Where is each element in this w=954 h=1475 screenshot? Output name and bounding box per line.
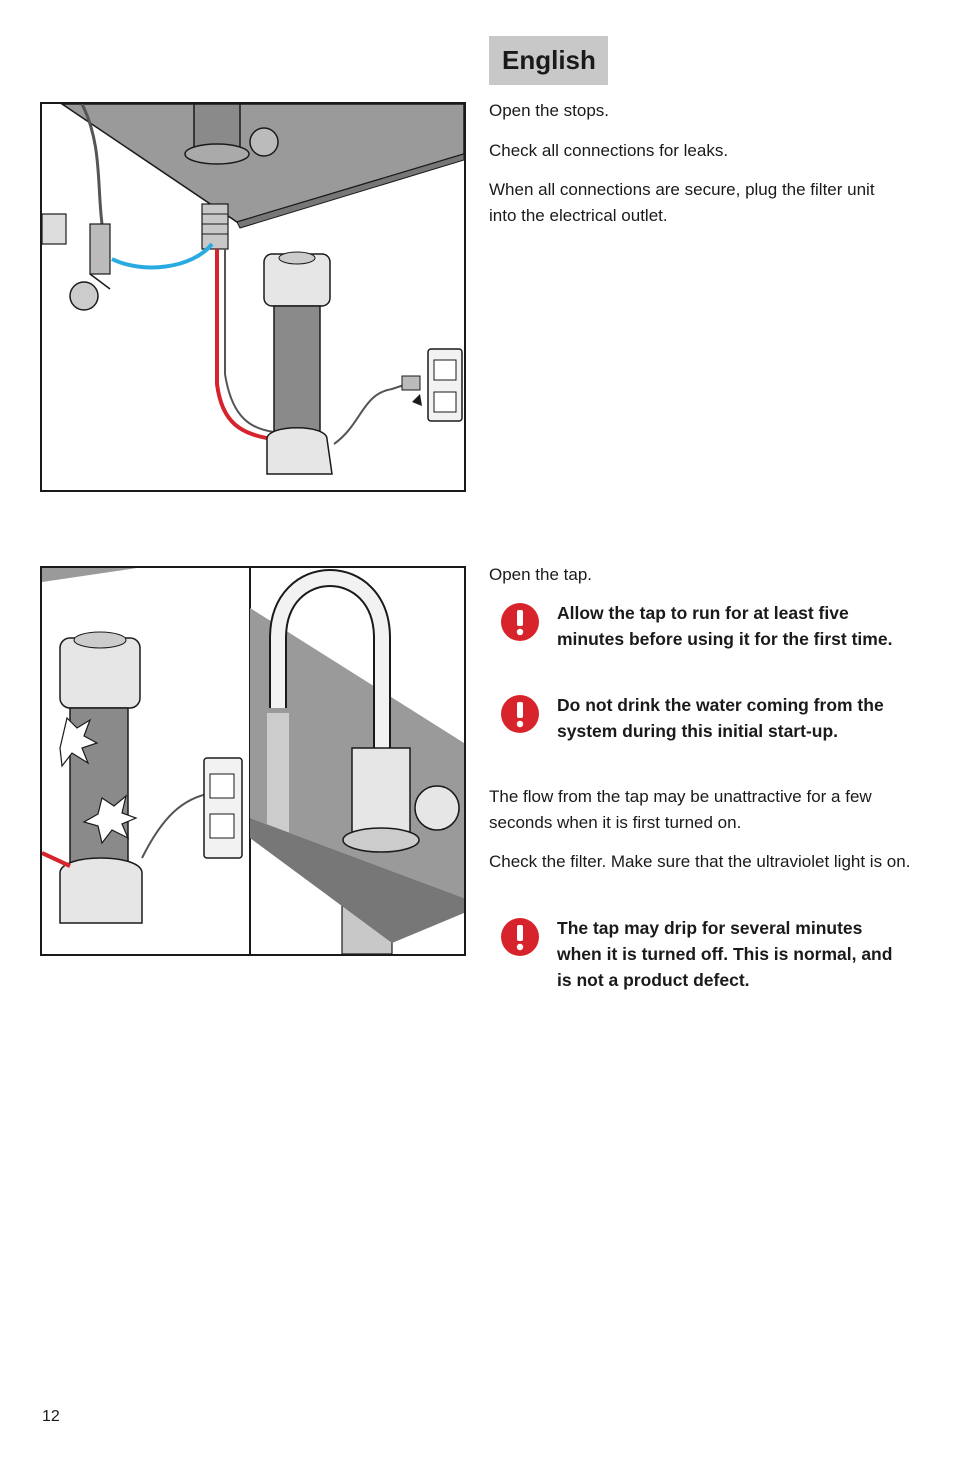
- instruction-text: Open the tap.: [489, 565, 593, 584]
- exclamation-warning-icon: [500, 694, 540, 734]
- tap-startup-illustration: [40, 566, 466, 956]
- instruction-text: Open the stops.: [489, 101, 610, 120]
- exclamation-warning-icon: [500, 917, 540, 957]
- filter-installation-illustration: [40, 102, 466, 492]
- warning-text: The tap may drip for several minutes when it is turned off. This is normal, and is not a product defect.: [557, 918, 893, 990]
- exclamation-warning-icon: [500, 602, 540, 642]
- instruction-text: Check all connections for leaks.: [489, 141, 729, 160]
- warning-text: Allow the tap to run for at least five minutes before using it for the first time.: [557, 603, 893, 649]
- instruction-text: Check the filter. Make sure that the ultraviolet light is on.: [489, 852, 911, 871]
- warning-text: Do not drink the water coming from the system during this initial start-up.: [557, 695, 884, 741]
- page-number: 12: [42, 1408, 60, 1425]
- language-tab: English: [489, 36, 608, 85]
- instruction-text: The flow from the tap may be unattractive for a few seconds when it is first turned on.: [489, 787, 872, 832]
- instruction-text: When all connections are secure, plug the filter unit into the electrical outlet.: [489, 180, 875, 225]
